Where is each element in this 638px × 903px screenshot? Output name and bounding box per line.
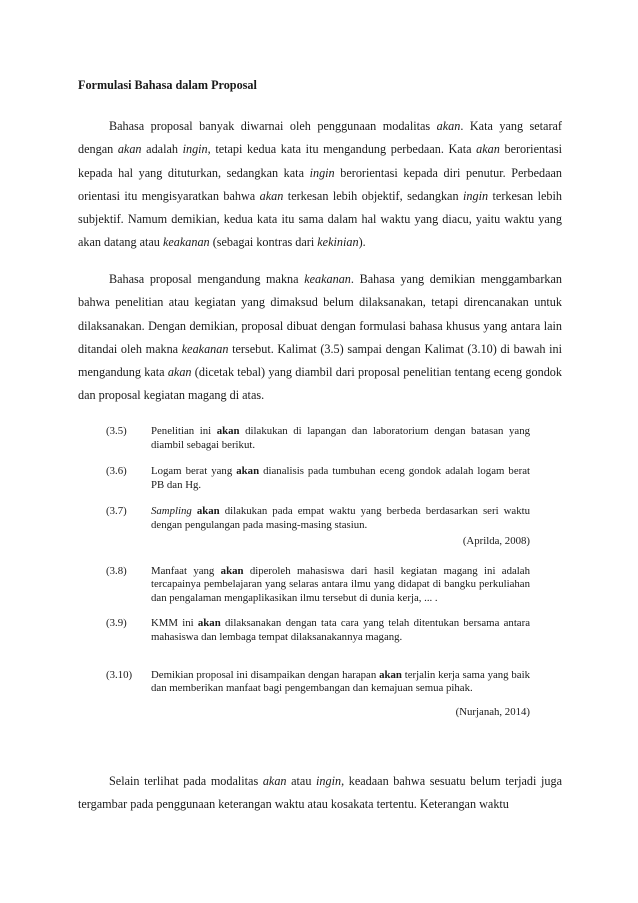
paragraph-3 <box>78 770 562 817</box>
text-run: dilakukan di lapangan dan laboratorium dengan batasan yang diambil sebagai berikut. <box>151 425 530 451</box>
text-run: dilakukan pada empat waktu yang berbeda berdasarkan seri waktu dengan pengulangan pada masing-masing stasiun. <box>151 505 530 531</box>
text-run: (sebagai kontras dari <box>209 235 318 250</box>
text-run: Bahasa proposal banyak diwarnai oleh penggunaan modalitas <box>109 119 437 133</box>
text-run: berorientasi kepada hal yang dituturkan, sedangkan kata <box>78 142 562 180</box>
text-run: . Bahasa yang demikian menggambarkan bahwa penelitian atau kegiatan yang dimaksud belum dilaksanakan, tetapi direncanakan untuk dilaksanakan. Dengan demikian, proposal dibuat dengan formulasi bahasa khusus yang antara lain ditandai oleh makna <box>78 272 562 356</box>
text-run: terkesan lebih objektif, sedangkan <box>283 188 464 203</box>
italic-term: akan <box>259 188 284 203</box>
text-run: Demikian proposal ini disampaikan dengan harapan <box>151 668 380 681</box>
text-run: diperoleh mahasiswa dari hasil kegiatan magang ini adalah tercapainya pembelajaran yang selaras antara ilmu yang didapat di bangku perkuliahan dan pengalaman mengaplikasikan ilmu tersebut di dunia kerja, ... . <box>151 564 530 604</box>
italic-term: akan <box>262 774 287 788</box>
paragraph-1 <box>78 115 562 255</box>
text-run: atau <box>286 774 317 788</box>
italic-term: keakanan <box>181 341 229 356</box>
text-run: dianalisis pada tumbuhan eceng gondok adalah logam berat PB dan Hg. <box>151 465 531 491</box>
text-run: terkesan lebih subjektif. Namum demikian, kedua kata itu sama dalam hal waktu yang diacu, yaitu waktu yang akan datang atau <box>78 188 562 250</box>
example-number: (3.9) <box>106 617 127 630</box>
example-3-5 <box>106 425 530 452</box>
example-number: (3.7) <box>106 505 127 518</box>
example-3-8 <box>106 565 530 606</box>
example-number: (3.10) <box>106 668 133 681</box>
italic-term: ingin <box>309 165 335 180</box>
paragraph-2 <box>78 268 562 408</box>
section-heading: Formulasi Bahasa dalam Proposal <box>78 78 257 92</box>
example-sentences <box>106 425 530 718</box>
italic-term: akan <box>167 365 192 380</box>
italic-term: kekinian <box>317 235 359 250</box>
text-run: . Kata yang setaraf dengan <box>78 119 562 157</box>
text-run: dilaksanakan dengan tata cara yang telah ditentukan bersama antara mahasiswa dan lembaga tempat dilaksanakannya magang. <box>151 617 530 643</box>
bold-term: akan <box>197 617 221 630</box>
example-3-6 <box>106 465 530 492</box>
text-run: tersebut. Kalimat (3.5) sampai dengan Kalimat (3.10) di bawah ini mengandung kata <box>78 341 562 380</box>
italic-term: ingin <box>182 142 208 157</box>
italic-term: akan <box>476 142 500 157</box>
example-3-9 <box>106 617 530 644</box>
text-run: ). <box>358 235 366 250</box>
italic-term: akan <box>117 142 142 157</box>
bold-term: akan <box>196 505 220 518</box>
example-number: (3.6) <box>106 465 127 478</box>
example-number: (3.8) <box>106 564 127 577</box>
example-text <box>151 565 530 606</box>
text-run: Selain terlihat pada modalitas <box>109 774 263 788</box>
example-3-10 <box>106 669 530 696</box>
example-text <box>151 669 530 696</box>
text-run: Penelitian ini <box>151 425 217 437</box>
text-run: adalah <box>141 142 183 157</box>
bold-term: akan <box>236 465 260 478</box>
example-text <box>151 617 530 644</box>
example-text <box>151 505 530 532</box>
example-3-7 <box>106 505 530 532</box>
example-text <box>151 425 530 452</box>
text-run: Logam berat yang <box>151 465 237 478</box>
text-run: KMM ini <box>151 617 198 630</box>
citation-nurjanah: (Nurjanah, 2014) <box>455 705 530 718</box>
italic-term: akan <box>436 119 461 133</box>
italic-term: keakanan <box>162 235 210 250</box>
text-run: , keadaan bahwa sesuatu belum terjadi juga tergambar pada penggunaan keterangan waktu atau kosakata tertentu. Keterangan waktu <box>78 774 562 812</box>
italic-term: Sampling <box>151 505 192 518</box>
bold-term: akan <box>216 425 240 437</box>
text-run: terjalin kerja sama yang baik dan memberikan manfaat bagi pengembangan dan kemajuan semua pihak. <box>151 668 530 695</box>
example-text <box>151 465 530 492</box>
italic-term: ingin <box>316 774 342 788</box>
bold-term: akan <box>379 668 402 681</box>
text-run: Manfaat yang <box>151 564 221 577</box>
text-run: (dicetak tebal) yang diambil dari proposal penelitian tentang eceng gondok dan proposal kegiatan magang di atas. <box>78 365 562 403</box>
citation-aprilda: (Aprilda, 2008) <box>462 534 530 547</box>
example-number: (3.5) <box>106 425 127 437</box>
italic-term: ingin <box>463 188 489 203</box>
text-run: berorientasi kepada diri penutur. Perbedaan orientasi itu mengisyaratkan bahwa <box>78 165 562 203</box>
text-run: Bahasa proposal mengandung makna <box>109 272 305 286</box>
text-run: , tetapi kedua kata itu mengandung perbedaan. Kata <box>207 142 477 157</box>
bold-term: akan <box>220 564 244 577</box>
italic-term: keakanan <box>304 272 351 286</box>
